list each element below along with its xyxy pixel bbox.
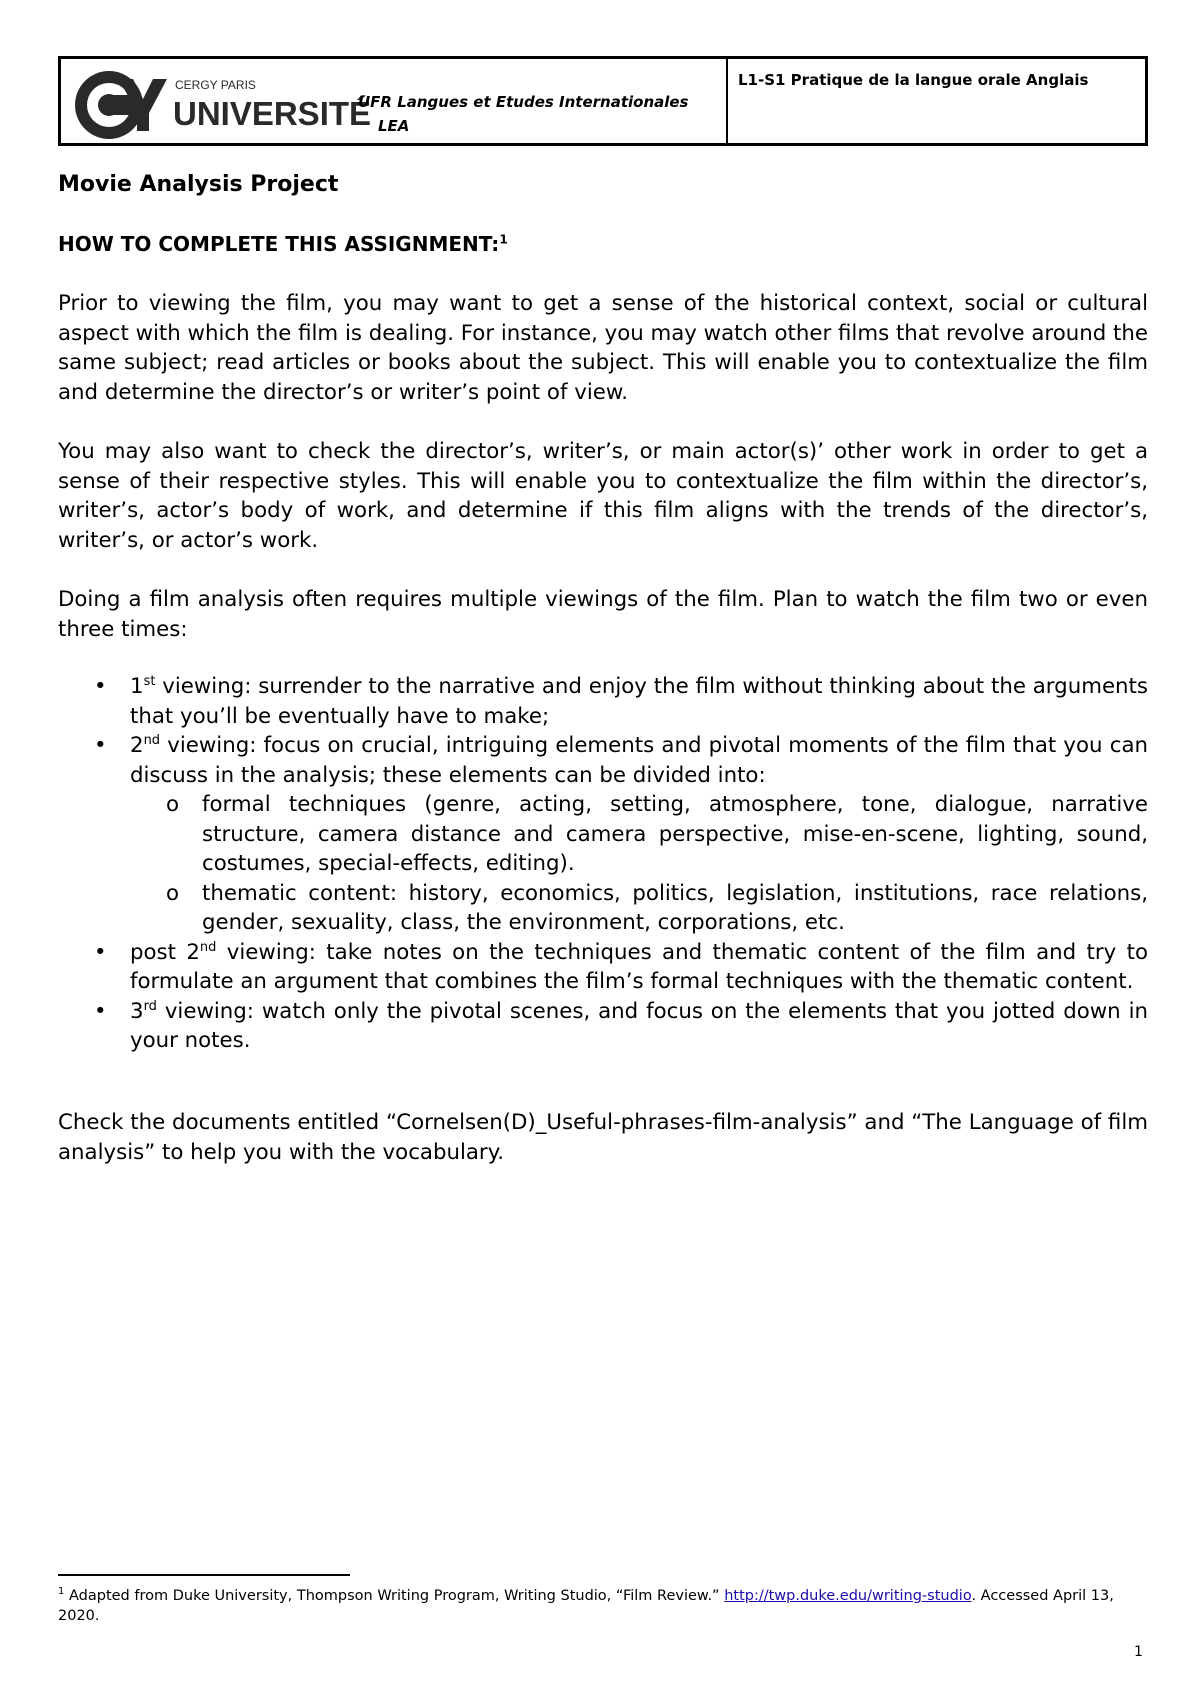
document-title: Movie Analysis Project [58, 172, 339, 197]
ordinal-number: 3 [130, 998, 144, 1024]
list-item [58, 672, 1148, 731]
header-right-cell [728, 59, 1145, 143]
ordinal-suffix: nd [199, 939, 217, 955]
sub-list-item-text: thematic content: history, economics, politics, legislation, institutions, race relations, gender, sexuality, class, the environment, corporations, etc. [202, 880, 1148, 935]
footnote-link[interactable]: http://twp.duke.edu/writing-studio [724, 1587, 972, 1604]
ordinal-suffix: nd [143, 732, 161, 748]
sub-bullet-icon: o [166, 880, 180, 906]
ordinal-number: 2 [130, 733, 144, 758]
bullet-icon: • [94, 939, 107, 965]
section-heading [58, 232, 508, 256]
footnote-text-after: . Accessed April 13, 2020. [58, 1587, 1114, 1624]
list-item-text: viewing: watch only the pivotal scenes, and focus on the elements that you jotted down in your notes. [130, 998, 1148, 1053]
bullet-icon: • [94, 733, 107, 758]
sub-list-item-text: formal techniques (genre, acting, setting, atmosphere, tone, dialogue, narrative structure, camera distance and camera perspective, mise-en-scene, lighting, sound, costumes, special-effects, editing). [202, 792, 1148, 876]
sub-list [130, 790, 1148, 938]
page-number: 1 [1134, 1644, 1143, 1660]
list-item [58, 997, 1148, 1056]
sub-list-item [130, 790, 1148, 879]
footnote [58, 1582, 1148, 1626]
footnote-number: 1 [58, 1586, 65, 1597]
cy-cergy-paris-universite-logo [71, 65, 401, 141]
footnote-text: Adapted from Duke University, Thompson Writing Program, Writing Studio, “Film Review.” [64, 1587, 725, 1604]
list-item [58, 938, 1148, 997]
ordinal-number: post 2 [130, 939, 200, 965]
bullet-icon: • [94, 998, 107, 1024]
list-item [58, 731, 1148, 938]
ufr-name: UFR Langues et Etudes Internationales [358, 93, 689, 111]
ordinal-number: 1 [130, 674, 144, 699]
bullet-icon: • [94, 674, 107, 699]
list-item-text: viewing: take notes on the techniques and thematic content of the film and try to formulate an argument that combines the film’s formal techniques with the thematic content. [130, 939, 1148, 994]
ordinal-suffix: rd [143, 998, 157, 1014]
paragraph-vocabulary-docs: Check the documents entitled “Cornelsen(D)_Useful-phrases-film-analysis” and “The Language of film analysis” to help you with the vocabulary. [58, 1110, 1148, 1165]
course-title: L1-S1 Pratique de la langue orale Anglais [738, 71, 1089, 89]
logo-top-text: CERGY PARIS [175, 78, 256, 92]
paragraph-context: Prior to viewing the film, you may want to get a sense of the historical context, social or cultural aspect with which the film is dealing. For instance, you may watch other films that revolve around the same subject; read articles or books about the subject. This will enable you to contextualize the film and determine the director’s or writer’s point of view. [58, 291, 1148, 405]
list-item-text: viewing: focus on crucial, intriguing elements and pivotal moments of the film that you can discuss in the analysis; these elements can be divided into: [130, 733, 1148, 788]
list-item-text: viewing: surrender to the narrative and enjoy the film without thinking about the arguments that you’ll be eventually have to make; [130, 674, 1148, 729]
ordinal-suffix: st [143, 673, 156, 689]
sub-bullet-icon: o [166, 792, 180, 817]
section-heading-text: HOW TO COMPLETE THIS ASSIGNMENT: [58, 232, 500, 256]
header-left-cell [61, 59, 728, 143]
header-table [58, 56, 1148, 146]
ufr-program: LEA [378, 117, 410, 135]
paragraph-other-work: You may also want to check the director’s, writer’s, or main actor(s)’ other work in order to get a sense of their respective styles. This will enable you to contextualize the film within the director’s, writer’s, actor’s body of work, and determine if this film aligns with the trends of the director’s, writer’s, or actor’s work. [58, 439, 1148, 553]
sub-list-item [130, 879, 1148, 938]
logo-main-text: UNIVERSITÉ [173, 95, 372, 132]
footnote-separator [58, 1574, 350, 1576]
footnote-ref: 1 [499, 232, 508, 247]
paragraph-multiple-viewings: Doing a film analysis often requires multiple viewings of the film. Plan to watch the film two or even three times: [58, 587, 1148, 642]
viewing-steps-list [58, 672, 1148, 1056]
